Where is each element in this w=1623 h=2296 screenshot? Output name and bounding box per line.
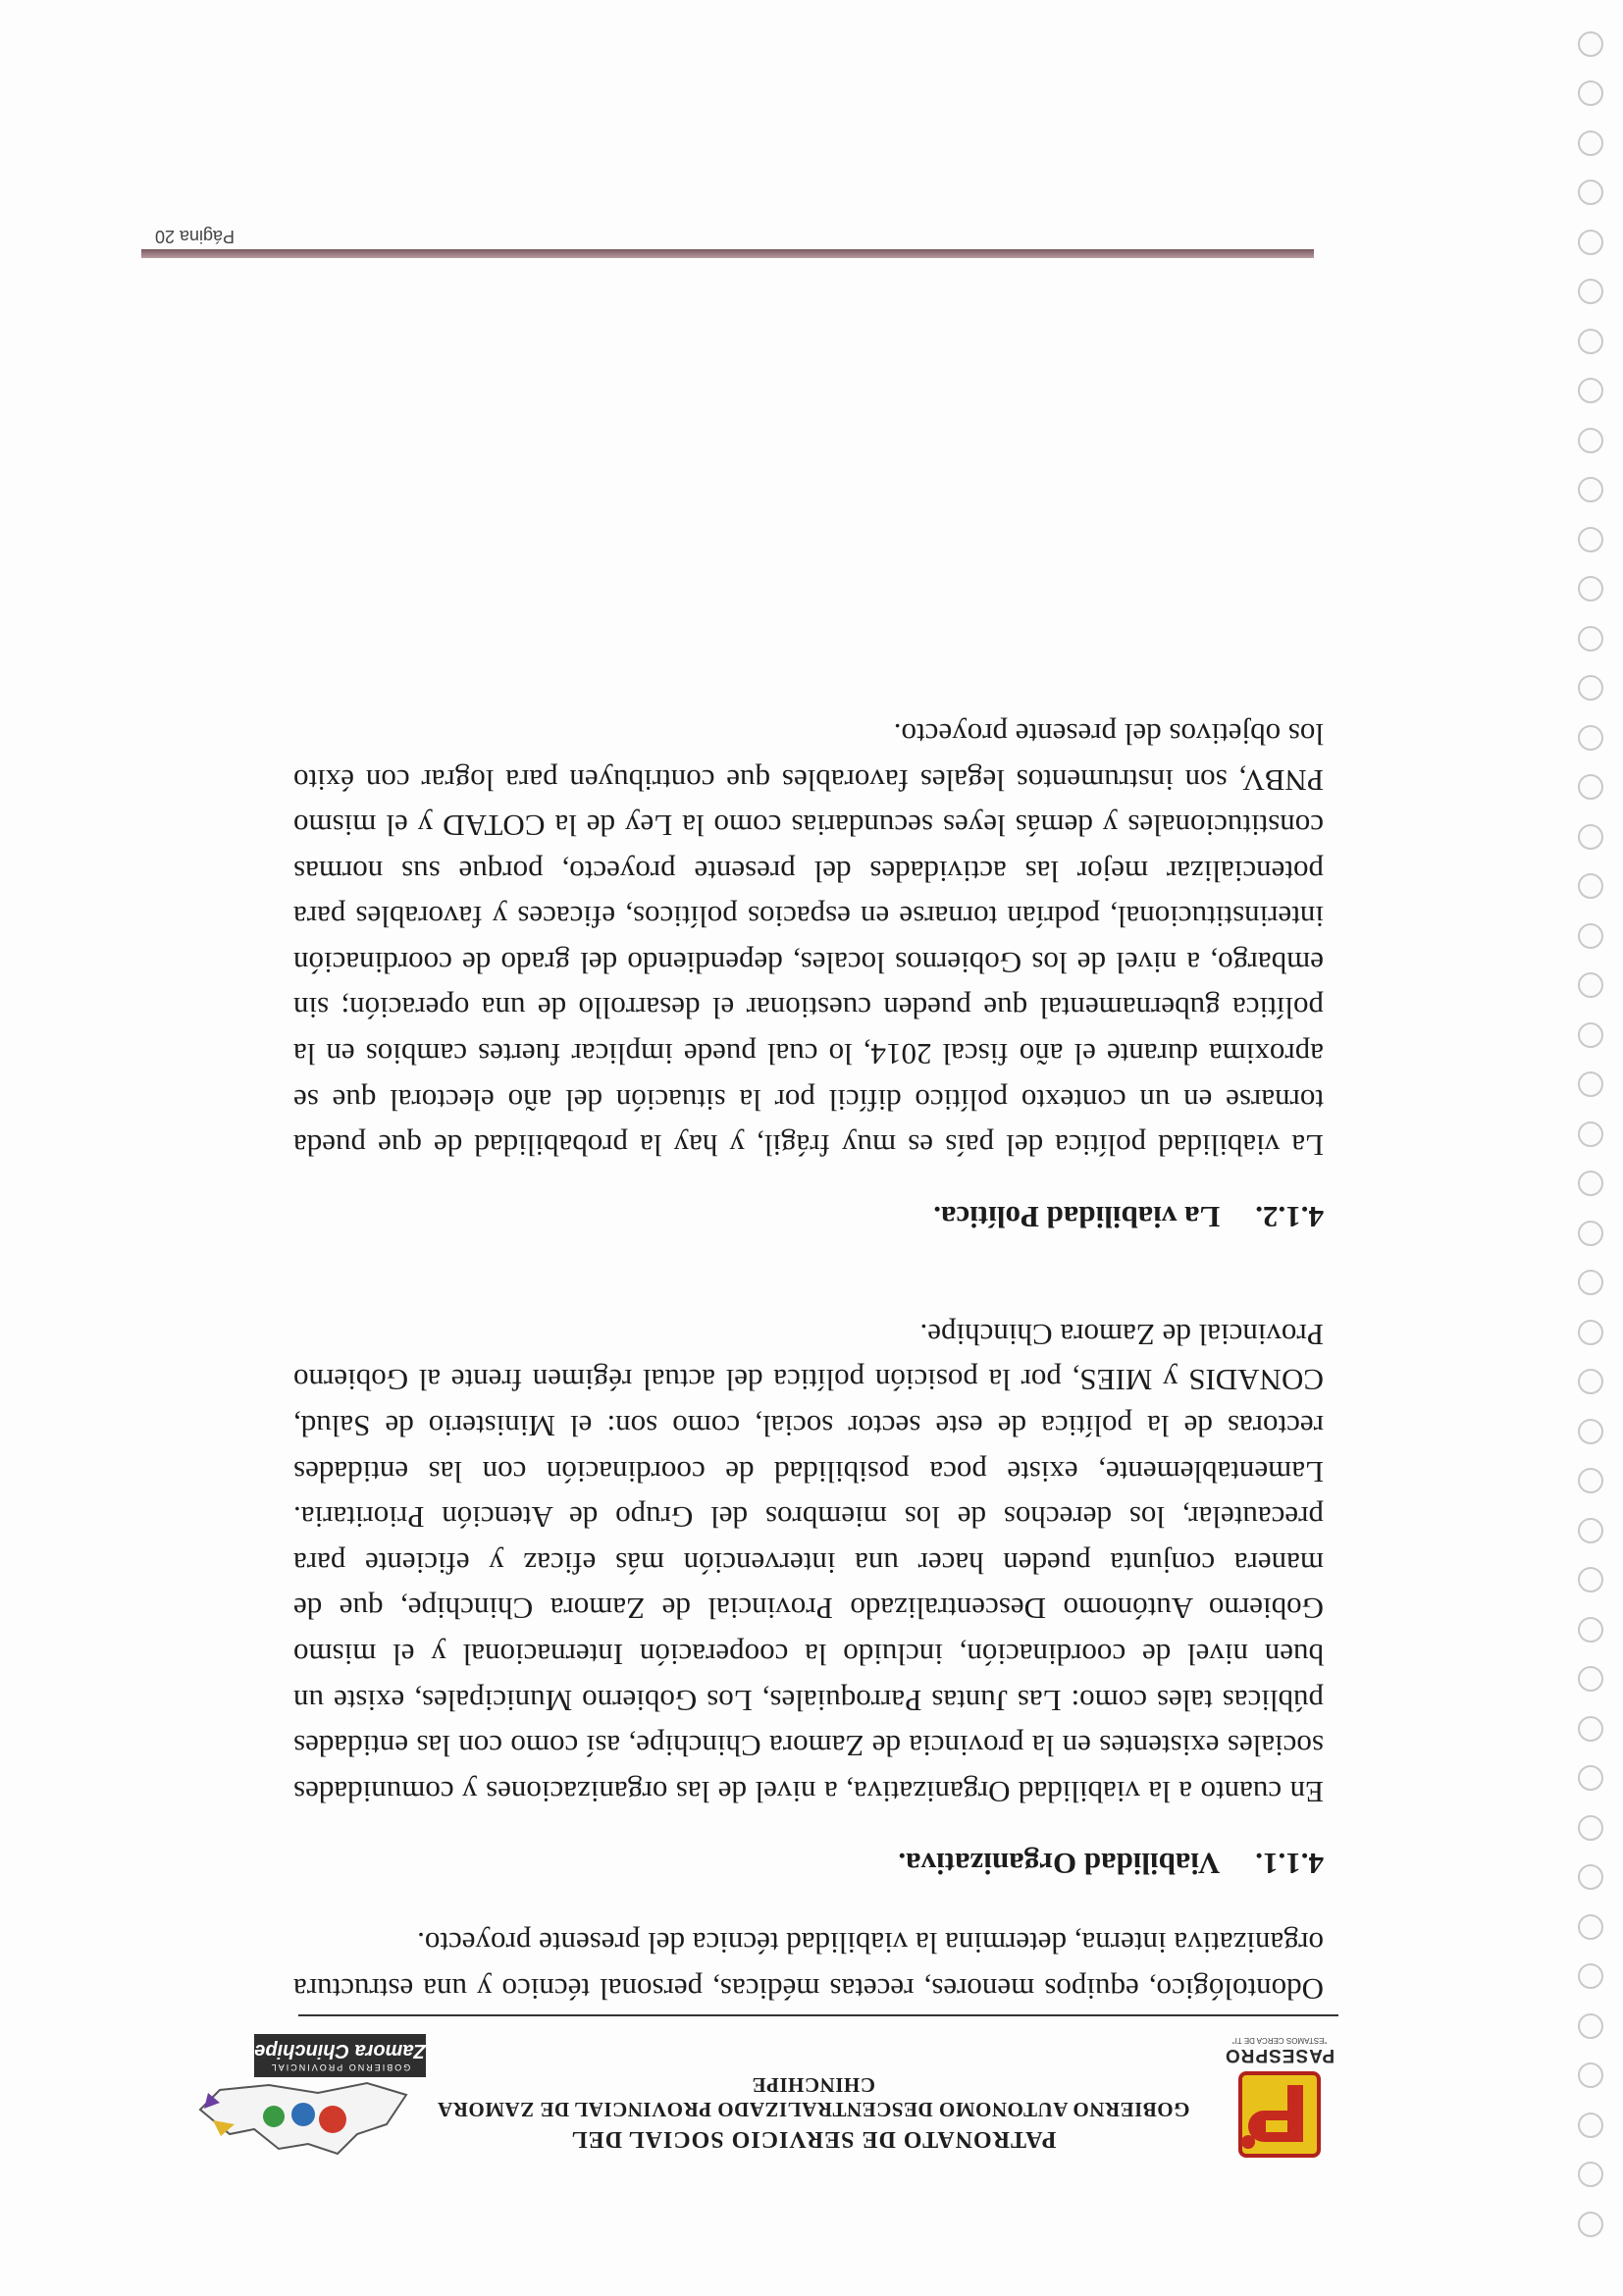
binding-hole [1578,428,1603,453]
spiral-binding [1576,0,1609,2296]
binding-hole [1578,2063,1603,2089]
binding-hole [1578,181,1603,206]
section-title: Viabilidad Organizativa. [898,1846,1221,1881]
binding-hole [1578,1568,1603,1593]
binding-hole [1578,1320,1603,1345]
binding-hole [1578,1271,1603,1296]
section-heading-viabilidad-politica [293,1197,1324,1236]
binding-hole [1578,1518,1603,1543]
binding-hole [1578,824,1603,850]
section-heading-viabilidad-organizativa [293,1844,1324,1883]
binding-hole [1578,1370,1603,1395]
document-body [293,710,1324,2011]
binding-hole [1578,2113,1603,2138]
binding-hole [1578,1122,1603,1147]
binding-hole [1578,2013,1603,2039]
gobierno-provincial-badge [254,2034,426,2077]
binding-hole [1578,1766,1603,1792]
binding-hole [1578,478,1603,503]
logo-slogan: "ESTAMOS CERCA DE TI" [1231,2036,1328,2045]
binding-hole [1578,1964,1603,1990]
binding-hole [1578,329,1603,354]
binding-hole [1578,1469,1603,1494]
binding-hole [1578,130,1603,156]
binding-hole [1578,577,1603,602]
binding-hole [1578,1716,1603,1742]
binding-hole [1578,379,1603,404]
binding-hole [1578,1667,1603,1693]
binding-hole [1578,2212,1603,2237]
binding-hole [1578,280,1603,305]
section-number: 4.1.1. [1255,1846,1324,1881]
pasespro-emblem-icon [1221,2065,1338,2164]
intro-paragraph: Odontológico, equipos menores, recetas médicas, personal técnico y una estructura organizativa interna, determina la viabilidad técnica del presente proyecto. [293,1926,1324,2007]
binding-hole [1578,874,1603,900]
binding-hole [1578,973,1603,999]
binding-hole [1578,1022,1603,1048]
binding-hole [1578,527,1603,552]
header-title-line2: GOBIERNO AUTONOMO DESCENTRALIZADO PROVINCIAL DE ZAMORA CHINCHIPE [437,2073,1190,2121]
province-map-icon [181,2075,426,2164]
header-title-line1: PATRONATO DE SERVICIO SOCIAL DEL [570,2126,1057,2152]
footer-divider [141,249,1314,258]
binding-hole [1578,81,1603,107]
logo-label: PASESPRO [1224,2045,1335,2065]
binding-hole [1578,1914,1603,1940]
badge-line2: Zamora Chinchipe [254,2040,426,2061]
section-paragraph-viabilidad-organizativa: En cuanto a la viabilidad Organizativa, a nivel de las organizaciones y comunidades sociales existentes en la provincia de Zamora Chinchipe, así como con las entidades públicas tales como: Las Juntas Parroquiales, Los Gobierno Municipales, existe un buen nivel de coordinación, incluido la cooperación Internacional y el mismo Gobierno Autónomo Descentralizado Provincial de Zamora Chinchipe, que de manera conjunta pueden hacer una intervención más eficaz y eficiente para precautelar, los derechos de los miembros del Grupo de Atención Prioritaria. Lamentablemente, existe poca posibilidad de coordinación con las entidades rectoras de la política de este sector social, como son: el Ministerio de Salud, CONADIS y MIES, por la posición política del actual régimen frente al Gobierno Provincial de Zamora Chinchipe. [293,1317,1324,1809]
binding-hole [1578,31,1603,57]
binding-hole [1578,1072,1603,1098]
binding-hole [1578,626,1603,652]
binding-hole [1578,230,1603,255]
gobierno-provincial-logo [181,2026,426,2164]
binding-hole [1578,1617,1603,1643]
binding-hole [1578,775,1603,801]
section-paragraph-viabilidad-politica: La viabilidad política del país es muy frágil, y hay la probabilidad de que pueda tornarse en un contexto político difícil por la situación del año electoral que se aproxima durante el año fiscal 2014, lo cual puede implicar fuertes cambios en la política gubernamental que pueden cuestionar el desarrollo de una operación; sin embargo, a nivel de los Gobiernos locales, dependiendo del grado de coordinación interinstitucional, podrían tornarse en espacios políticos, eficaces y favorables para potencializar mejor las actividades del presente proyecto, porque sus normas constitucionales y demás leyes secundarias como la Ley de la COTAD y el mismo PNBV, son instrumentos legales favorables que contribuyen para lograr con éxito los objetivos del presente proyecto. [293,716,1324,1164]
binding-hole [1578,725,1603,751]
pasespro-logo [1221,2026,1338,2164]
header-titles [421,2072,1206,2152]
letterhead [181,2026,1338,2164]
section-title: La viabilidad Política. [933,1200,1221,1235]
section-number: 4.1.2. [1255,1200,1324,1235]
binding-hole [1578,1815,1603,1841]
binding-hole [1578,2163,1603,2188]
header-divider [298,2014,1338,2016]
page-number: Página 20 [154,227,235,246]
binding-hole [1578,1221,1603,1246]
binding-hole [1578,1172,1603,1197]
binding-hole [1578,1419,1603,1444]
binding-hole [1578,676,1603,702]
binding-hole [1578,1865,1603,1891]
binding-hole [1578,923,1603,949]
badge-line1: GOBIERNO PROVINCIAL [269,2062,411,2072]
